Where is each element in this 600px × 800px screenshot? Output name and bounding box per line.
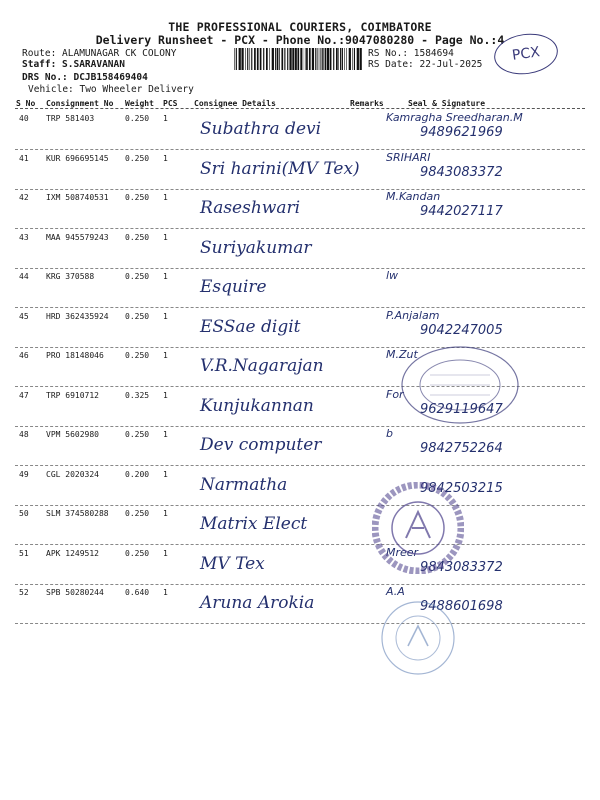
signature: M.Zut (386, 348, 418, 361)
barcode-bar (284, 48, 285, 70)
cell-pcs: 1 (163, 233, 168, 242)
staff-label: Staff: S.SARAVANAN (22, 59, 125, 70)
route-label: Route: ALAMUNAGAR CK COLONY (22, 48, 177, 59)
barcode-bar (357, 48, 359, 70)
cell-pcs: 1 (163, 509, 168, 518)
cell-weight: 0.640 (125, 588, 150, 597)
consignee-name: Suriyakumar (200, 238, 312, 258)
table-row (0, 151, 600, 184)
table-row (0, 309, 600, 342)
barcode-bar (303, 48, 304, 70)
barcode-bar (251, 48, 252, 70)
col-consignment: Consignment No (46, 99, 114, 108)
row-divider (15, 307, 585, 308)
row-divider (15, 228, 585, 229)
barcode-bar (360, 48, 362, 70)
cell-pcs: 1 (163, 351, 168, 360)
cell-weight: 0.250 (125, 154, 150, 163)
col-sno: S No (16, 99, 36, 108)
barcode-bar (281, 48, 283, 70)
barcode-bar (325, 48, 327, 70)
consignee-name: Esquire (200, 277, 267, 297)
barcode-bar (305, 48, 306, 70)
cell-sno: 44 (19, 272, 29, 281)
barcode-bar (346, 48, 347, 70)
cell-weight: 0.250 (125, 509, 150, 518)
table-row (0, 506, 600, 539)
row-divider (15, 544, 585, 545)
cell-weight: 0.250 (125, 549, 150, 558)
signature-phone: 9842503215 (420, 481, 503, 496)
cell-sno: 48 (19, 430, 29, 439)
barcode-bar (260, 48, 262, 70)
header-divider (15, 108, 585, 109)
barcode-bar (289, 48, 291, 70)
barcode-bar (342, 48, 343, 70)
cell-consignment: TRP 581403 (46, 114, 95, 123)
col-remarks: Remarks (350, 99, 384, 108)
col-seal-signature: Seal & Signature (408, 99, 486, 108)
barcode-bar (247, 48, 248, 70)
cell-consignment: SLM 374580288 (46, 509, 109, 518)
barcode-bar (287, 48, 288, 70)
consignee-name: V.R.Nagarajan (200, 356, 324, 376)
col-weight: Weight (125, 99, 154, 108)
table-row (0, 111, 600, 144)
barcode-bar (309, 48, 311, 70)
signature-phone: 9489621969 (420, 125, 503, 140)
cell-weight: 0.250 (125, 233, 150, 242)
sheet-title: THE PROFESSIONAL COURIERS, COIMBATORE (168, 20, 432, 34)
electricals-seal-icon (372, 482, 464, 574)
consignee-name: Matrix Elect (200, 514, 308, 534)
cell-consignment: KUR 696695145 (46, 154, 109, 163)
row-divider (15, 149, 585, 150)
barcode-bar (349, 48, 351, 70)
cell-pcs: 1 (163, 154, 168, 163)
cell-consignment: IXM 508740531 (46, 193, 109, 202)
barcode-bar (257, 48, 259, 70)
cell-sno: 45 (19, 312, 29, 321)
round-seal-icon (378, 598, 458, 678)
barcode-bar (254, 48, 256, 70)
barcode-bar (295, 48, 297, 70)
cell-sno: 41 (19, 154, 29, 163)
consignee-name: Sri harini(MV Tex) (200, 159, 360, 179)
barcode-bar (306, 48, 308, 70)
table-row (0, 467, 600, 500)
cell-sno: 52 (19, 588, 29, 597)
signature-phone: 9629119647 (420, 402, 503, 417)
barcode-bar (340, 48, 341, 70)
cell-consignment: KRG 370588 (46, 272, 95, 281)
cell-consignment: TRP 6910712 (46, 391, 99, 400)
sheet-subtitle: Delivery Runsheet - PCX - Phone No.:9047080280 - Page No.:4 (95, 33, 505, 47)
cell-sno: 42 (19, 193, 29, 202)
cell-weight: 0.250 (125, 312, 150, 321)
drs-label: DRS No.: DCJB158469404 (22, 72, 148, 83)
barcode-bar (239, 48, 241, 70)
signature-phone: 9042247005 (420, 323, 503, 338)
signature-phone: 9842752264 (420, 441, 503, 456)
signature-phone: 9442027117 (420, 204, 503, 219)
cell-consignment: SPB 50280244 (46, 588, 104, 597)
barcode-bar (241, 48, 243, 70)
barcode-bar (236, 48, 237, 70)
cell-pcs: 1 (163, 114, 168, 123)
barcode-bar (317, 48, 318, 70)
nagarajan-seal-icon (395, 340, 525, 430)
cell-sno: 47 (19, 391, 29, 400)
barcode-bar (315, 48, 316, 70)
consignee-name: ESSae digit (200, 317, 301, 337)
barcode-bar (344, 48, 345, 70)
cell-weight: 0.250 (125, 351, 150, 360)
cell-consignment: HRD 362435924 (46, 312, 109, 321)
table-row (0, 269, 600, 302)
cell-pcs: 1 (163, 193, 168, 202)
table-row (0, 190, 600, 223)
signature: b (386, 427, 393, 440)
cell-consignment: PRO 18148046 (46, 351, 104, 360)
rs-date: RS Date: 22-Jul-2025 (368, 59, 483, 70)
cell-weight: 0.325 (125, 391, 150, 400)
signature-phone: 9488601698 (420, 599, 503, 614)
cell-consignment: CGL 2020324 (46, 470, 99, 479)
cell-weight: 0.250 (125, 114, 150, 123)
cell-sno: 49 (19, 470, 29, 479)
barcode-bar (352, 48, 353, 70)
signature: M.Kandan (386, 190, 441, 203)
barcode-bar (336, 48, 338, 70)
barcode-bar (312, 48, 314, 70)
cell-pcs: 1 (163, 272, 168, 281)
consignee-name: Raseshwari (200, 198, 301, 218)
cell-pcs: 1 (163, 391, 168, 400)
barcode-bar (354, 48, 355, 70)
row-divider (15, 623, 585, 624)
rs-number: RS No.: 1584694 (368, 48, 454, 59)
col-pcs: PCS (163, 99, 178, 108)
consignee-name: Kunjukannan (200, 396, 314, 416)
table-row (0, 546, 600, 579)
barcode-bar (279, 48, 280, 70)
cell-consignment: APK 1249512 (46, 549, 99, 558)
barcode-bar (292, 48, 294, 70)
cell-pcs: 1 (163, 470, 168, 479)
cell-pcs: 1 (163, 312, 168, 321)
barcode-bar (338, 48, 339, 70)
signature: Kamragha Sreedharan.M (386, 111, 523, 124)
barcode-bar (300, 48, 302, 70)
cell-sno: 40 (19, 114, 29, 123)
barcode-bar (320, 48, 321, 70)
cell-pcs: 1 (163, 588, 168, 597)
barcode-image (234, 48, 362, 70)
barcode-bar (327, 48, 329, 70)
barcode-bar (263, 48, 264, 70)
consignee-name: Dev computer (200, 435, 322, 455)
signature-phone: 9843083372 (420, 165, 503, 180)
cell-consignment: VPM 5602980 (46, 430, 99, 439)
cell-sno: 50 (19, 509, 29, 518)
signature-phone: 9843083372 (420, 560, 503, 575)
barcode-bar (319, 48, 320, 70)
barcode-bar (277, 48, 278, 70)
consignee-name: Narmatha (200, 475, 288, 495)
signature: For (386, 388, 404, 401)
col-consignee: Consignee Details (194, 99, 276, 108)
cell-weight: 0.200 (125, 470, 150, 479)
table-row (0, 585, 600, 618)
cell-weight: 0.250 (125, 430, 150, 439)
barcode-bar (269, 48, 270, 70)
barcode-bar (245, 48, 246, 70)
signature: lw (386, 269, 399, 282)
signature: A.A (386, 585, 405, 598)
barcode-bar (234, 48, 235, 70)
barcode-bar (297, 48, 299, 70)
barcode-bar (266, 48, 268, 70)
signature: SRIHARI (386, 151, 431, 164)
cell-sno: 46 (19, 351, 29, 360)
consignee-name: Aruna Arokia (200, 593, 315, 613)
cell-pcs: 1 (163, 430, 168, 439)
barcode-bar (272, 48, 274, 70)
pcx-stamp: PCX (492, 30, 561, 79)
barcode-bar (275, 48, 276, 70)
cell-pcs: 1 (163, 549, 168, 558)
cell-weight: 0.250 (125, 193, 150, 202)
vehicle-label: Vehicle: Two Wheeler Delivery (28, 84, 194, 95)
cell-sno: 43 (19, 233, 29, 242)
cell-weight: 0.250 (125, 272, 150, 281)
barcode-bar (333, 48, 334, 70)
consignee-name: Subathra devi (200, 119, 322, 139)
table-row (0, 427, 600, 460)
barcode-bar (322, 48, 323, 70)
barcode-bar (249, 48, 250, 70)
consignee-name: MV Tex (200, 554, 265, 574)
cell-consignment: MAA 945579243 (46, 233, 109, 242)
row-divider (15, 465, 585, 466)
signature: P.Anjalam (386, 309, 440, 322)
barcode-bar (330, 48, 332, 70)
cell-sno: 51 (19, 549, 29, 558)
table-row (0, 230, 600, 263)
signature: Mreer (386, 546, 419, 559)
barcode-bar (323, 48, 324, 70)
